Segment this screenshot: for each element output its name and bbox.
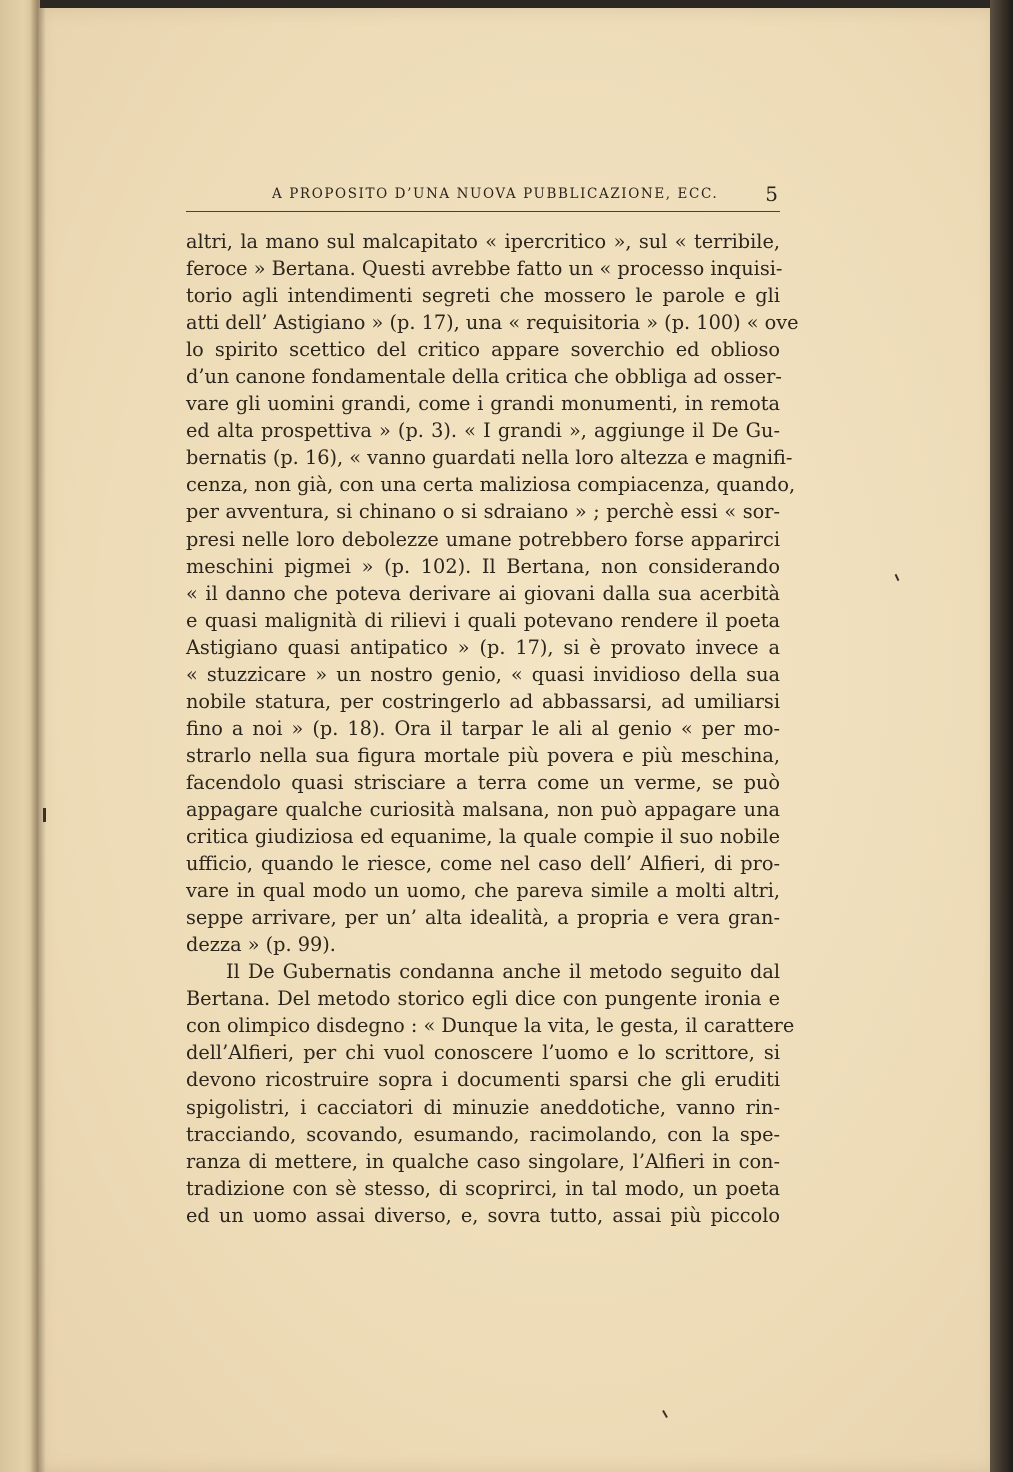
text-line: fino a noi » (p. 18). Ora il tarpar le ali al genio « per mo-	[186, 716, 780, 740]
spine-shadow	[30, 0, 46, 1472]
text-line: bernatis (p. 16), « vanno guardati nella loro altezza e magnifi-	[186, 446, 793, 470]
text-line: ufficio, quando le riesce, come nel caso dell’ Alfieri, di pro-	[186, 852, 780, 876]
text-line: cenza, non già, con una certa maliziosa compiacenza, quando,	[186, 473, 796, 497]
text-line: ranza di mettere, in qualche caso singolare, l’Alfieri in con-	[186, 1149, 780, 1173]
text-line: e quasi malignità di rilievi i quali potevano rendere il poeta	[186, 608, 780, 632]
binding-mark	[43, 808, 46, 822]
text-line: tradizione con sè stesso, di scoprirci, in tal modo, un poeta	[186, 1176, 780, 1200]
text-line: con olimpico disdegno : « Dunque la vita, le gesta, il carattere	[186, 1014, 795, 1038]
text-line: atti dell’ Astigiano » (p. 17), una « requisitoria » (p. 100) « ove	[186, 311, 799, 335]
text-line: devono ricostruire sopra i documenti sparsi che gli eruditi	[186, 1068, 780, 1092]
text-line: « stuzzicare » un nostro genio, « quasi invidioso della sua	[186, 662, 780, 686]
text-line: lo spirito scettico del critico appare soverchio ed oblioso	[186, 338, 780, 362]
text-line: critica giudiziosa ed equanime, la quale compie il suo nobile	[186, 825, 780, 849]
text-line: dell’Alfieri, per chi vuol conoscere l’uomo e lo scrittore, si	[186, 1041, 780, 1065]
text-line: torio agli intendimenti segreti che mossero le parole e gli	[186, 284, 780, 308]
text-line: feroce » Bertana. Questi avrebbe fatto un « processo inquisi-	[186, 257, 783, 281]
text-line: altri, la mano sul malcapitato « ipercritico », sul « terribile,	[186, 230, 780, 253]
page-number: 5	[765, 182, 778, 206]
text-line: Bertana. Del metodo storico egli dice con pungente ironia e	[186, 987, 780, 1011]
text-line: strarlo nella sua figura mortale più povera e più meschina,	[186, 743, 780, 767]
text-line: per avventura, si chinano o si sdraiano » ; perchè essi « sor-	[186, 500, 780, 524]
body-text	[186, 228, 799, 1229]
page-header	[186, 184, 780, 212]
text-line: facendolo quasi strisciare a terra come un verme, se può	[186, 770, 780, 794]
text-line: Astigiano quasi antipatico » (p. 17), si è provato invece a	[186, 635, 780, 659]
text-line: tracciando, scovando, esumando, racimolando, con la spe-	[186, 1122, 780, 1146]
text-line: ed un uomo assai diverso, e, sovra tutto, assai più piccolo	[186, 1203, 780, 1227]
text-line: seppe arrivare, per un’ alta idealità, a propria e vera gran-	[186, 906, 780, 930]
text-line: vare in qual modo un uomo, che pareva simile a molti altri,	[186, 879, 780, 903]
header-rule	[186, 211, 780, 212]
text-line: vare gli uomini grandi, come i grandi monumenti, in remota	[186, 392, 780, 416]
paragraph-first-line: Il De Gubernatis condanna anche il metodo seguito dal	[226, 960, 780, 984]
text-line: d’un canone fondamentale della critica che obbliga ad osser-	[186, 365, 782, 389]
text-line: appagare qualche curiosità malsana, non può appagare una	[186, 797, 780, 821]
paragraph-end-line: dezza » (p. 99).	[186, 933, 336, 957]
running-head: A PROPOSITO D’UNA NUOVA PUBBLICAZIONE, ECC.	[272, 186, 719, 202]
text-line: « il danno che poteva derivare ai giovani dalla sua acerbità	[186, 581, 780, 605]
text-line: nobile statura, per costringerlo ad abbassarsi, ad umiliarsi	[186, 689, 780, 713]
text-line: spigolistri, i cacciatori di minuzie aneddotiche, vanno rin-	[186, 1095, 780, 1119]
text-line: meschini pigmei » (p. 102). Il Bertana, non considerando	[186, 554, 780, 578]
page-edge-shadow	[990, 0, 1013, 1472]
text-line: presi nelle loro debolezze umane potrebbero forse apparirci	[186, 527, 780, 551]
text-line: ed alta prospettiva » (p. 3). « I grandi », aggiunge il De Gu-	[186, 419, 780, 443]
